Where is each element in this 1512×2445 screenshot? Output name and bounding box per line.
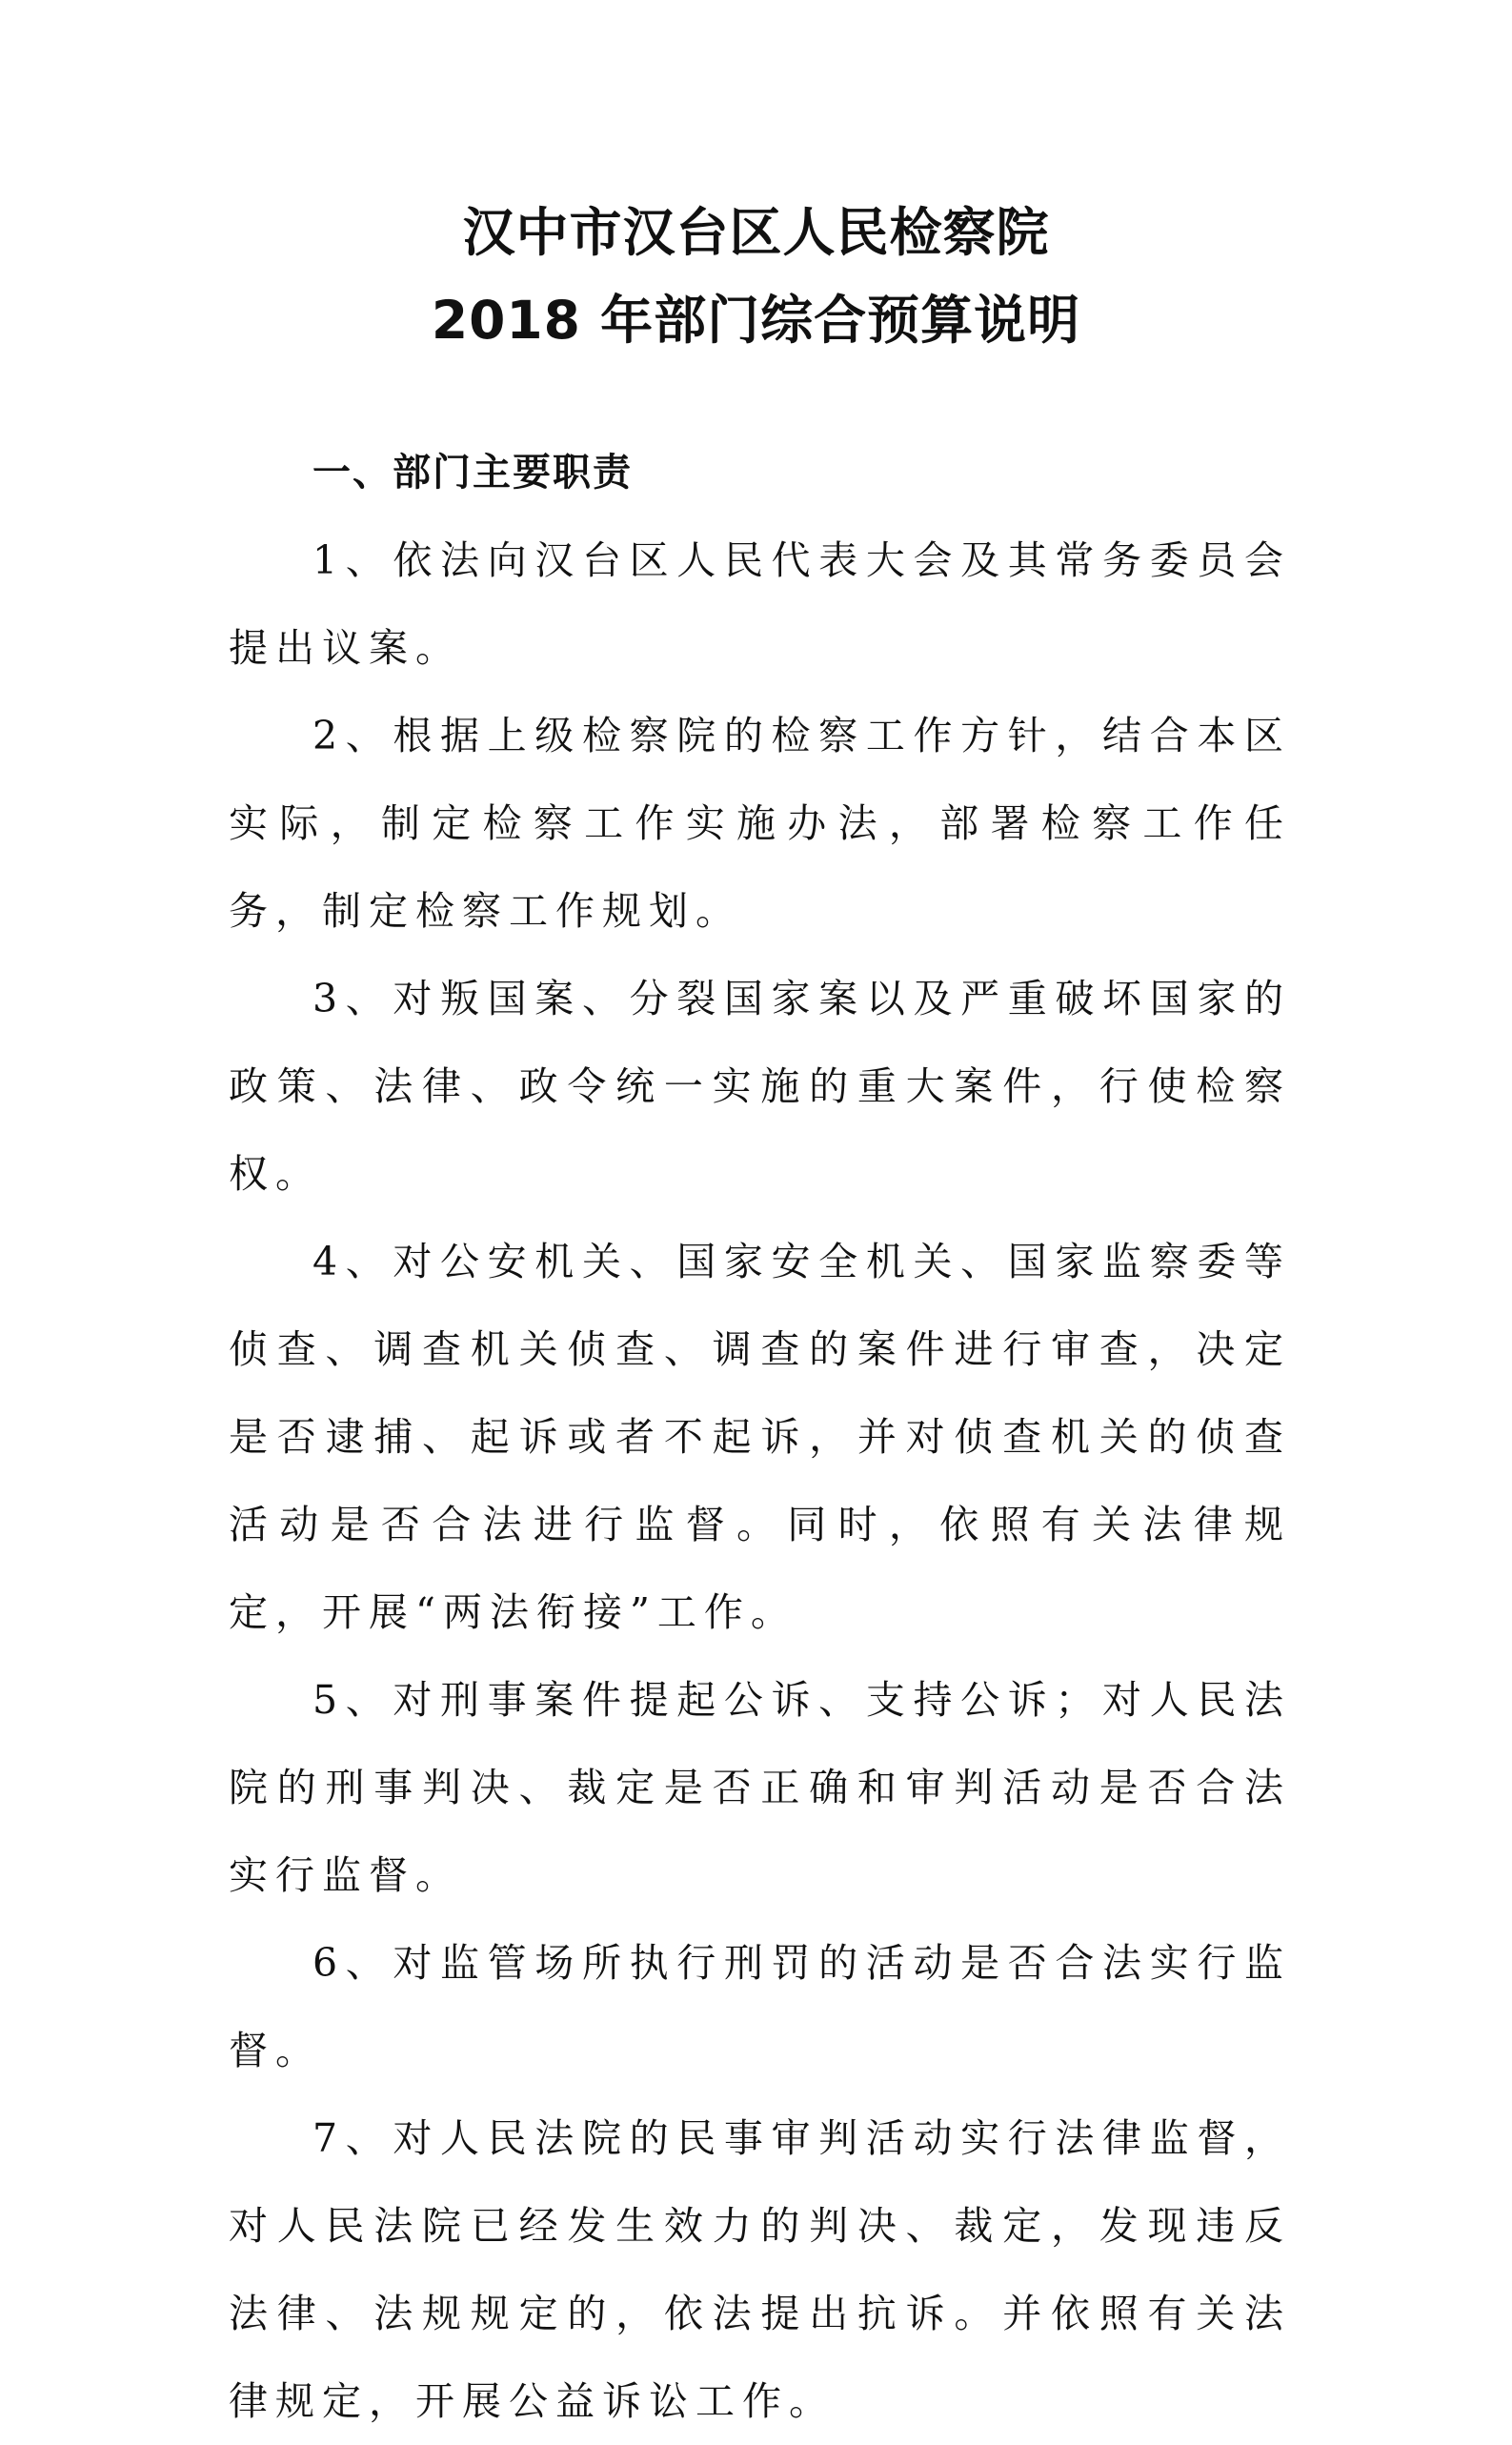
document-title: [0, 189, 1512, 364]
paragraph-4: 4、对公安机关、国家安全机关、国家监察委等侦查、调查机关侦查、调查的案件进行审查，决定是否逮捕、起诉或者不起诉，并对侦查机关的侦查活动是否合法进行监督。同时，依照有关法律规定，开展“两法衔接”工作。: [229, 1239, 1291, 1635]
paragraph-5: 5、对刑事案件提起公诉、支持公诉；对人民法院的刑事判决、裁定是否正确和审判活动是否合法实行监督。: [229, 1677, 1291, 1898]
section-heading: 一、部门主要职责: [312, 451, 633, 495]
title-line-2: 2018 年部门综合预算说明: [431, 290, 1081, 351]
paragraph-3: 3、对叛国案、分裂国家案以及严重破坏国家的政策、法律、政令统一实施的重大案件，行使检察权。: [229, 976, 1291, 1197]
paragraph-1: 1、依法向汉台区人民代表大会及其常务委员会提出议案。: [229, 537, 1291, 671]
paragraph-2: 2、根据上级检察院的检察工作方针，结合本区实际，制定检察工作实施办法，部署检察工作任务，制定检察工作规划。: [229, 713, 1291, 934]
paragraph-6: 6、对监管场所执行刑罚的活动是否合法实行监督。: [229, 1940, 1291, 2073]
document-body: [229, 429, 1291, 2445]
paragraph-7: 7、对人民法院的民事审判活动实行法律监督，对人民法院已经发生效力的判决、裁定，发现违反法律、法规规定的，依法提出抗诉。并依照有关法律规定，开展公益诉讼工作。: [229, 2115, 1291, 2424]
title-line-1: 汉中市汉台区人民检察院: [462, 202, 1050, 263]
